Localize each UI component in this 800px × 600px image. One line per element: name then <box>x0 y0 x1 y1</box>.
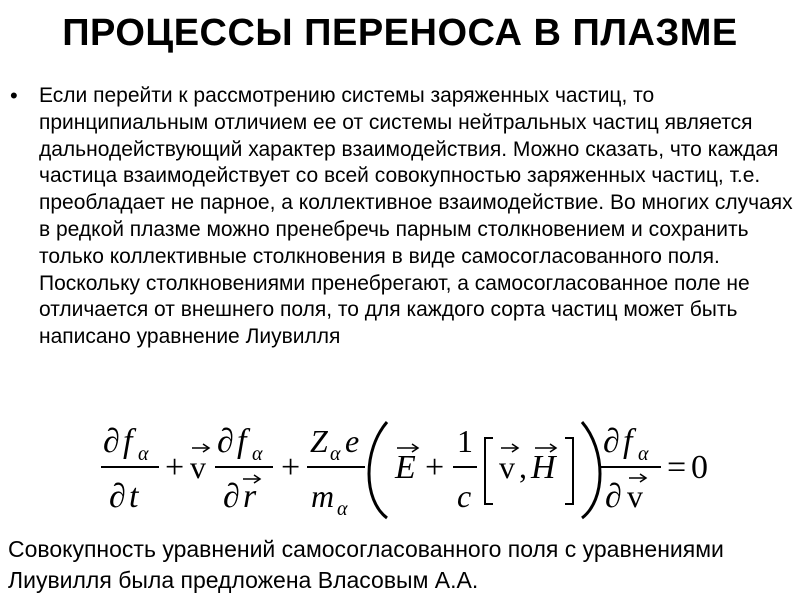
partial-symbol: ∂ <box>223 478 240 515</box>
f-symbol: f <box>623 423 633 460</box>
term-charge-over-mass <box>307 423 365 520</box>
left-bracket <box>485 438 493 504</box>
alpha-subscript: α <box>138 443 149 465</box>
plus-sign: + <box>425 449 445 486</box>
c-symbol: c <box>457 478 472 514</box>
f-symbol: f <box>237 423 247 460</box>
h-field-symbol: H <box>531 449 556 486</box>
partial-symbol: ∂ <box>603 423 620 460</box>
right-bracket <box>565 438 573 504</box>
partial-symbol: ∂ <box>605 478 622 515</box>
f-symbol: f <box>123 423 133 460</box>
one-symbol: 1 <box>457 423 473 459</box>
left-parenthesis <box>369 422 387 518</box>
term-df-dt <box>101 423 159 515</box>
e-symbol: e <box>345 423 360 459</box>
v-symbol: v <box>499 449 515 485</box>
zero-symbol: 0 <box>691 449 708 486</box>
comma-symbol: , <box>519 449 527 485</box>
equals-sign: = <box>667 449 687 486</box>
right-parenthesis <box>582 422 600 518</box>
partial-symbol: ∂ <box>103 423 120 460</box>
plus-sign: + <box>165 449 185 486</box>
plus-sign: + <box>281 449 301 486</box>
term-v-grad-r <box>190 423 273 515</box>
v-symbol: v <box>190 449 206 485</box>
alpha-subscript: α <box>337 498 348 520</box>
r-symbol: r <box>243 478 257 515</box>
v-symbol: v <box>627 478 643 514</box>
m-symbol: m <box>311 478 335 514</box>
conclusion-text: Совокупность уравнений самосогласованного поля с уравнениями Лиувилля была предложена Власовым А.А. <box>8 536 724 593</box>
t-symbol: t <box>129 478 139 515</box>
bullet-icon: • <box>10 83 18 108</box>
z-symbol: Z <box>310 423 328 459</box>
partial-symbol: ∂ <box>109 478 126 515</box>
term-df-dv <box>601 423 661 515</box>
bullet-paragraph: Если перейти к рассмотрению системы заряженных частиц, то принципиальным отличием ее от системы нейтральных частиц является дальнодействующий характер взаимодействия. Можно сказать, что каждая частица взаимодействует со всей совокупностью заряженных частиц, т.е. преобладает не парное, а коллективное взаимодействие. Во многих случаях в редкой плазме можно пренебречь парным столкновением и сохранить только коллективные столкновения в виде самосогласованного поля. Поскольку столкновениями пренебрегают, а самосогласованное поле не отличается от внешнего поля, то для каждого сорта частиц может быть написано уравнение Лиувилля <box>39 84 793 349</box>
e-field-symbol: E <box>395 449 416 486</box>
equation-svg <box>95 410 715 520</box>
alpha-subscript: α <box>638 443 649 465</box>
alpha-subscript: α <box>252 443 263 465</box>
partial-symbol: ∂ <box>217 423 234 460</box>
slide-title: ПРОЦЕССЫ ПЕРЕНОСА В ПЛАЗМЕ <box>62 12 738 54</box>
alpha-subscript: α <box>330 443 341 465</box>
vlasov-equation <box>95 410 715 520</box>
